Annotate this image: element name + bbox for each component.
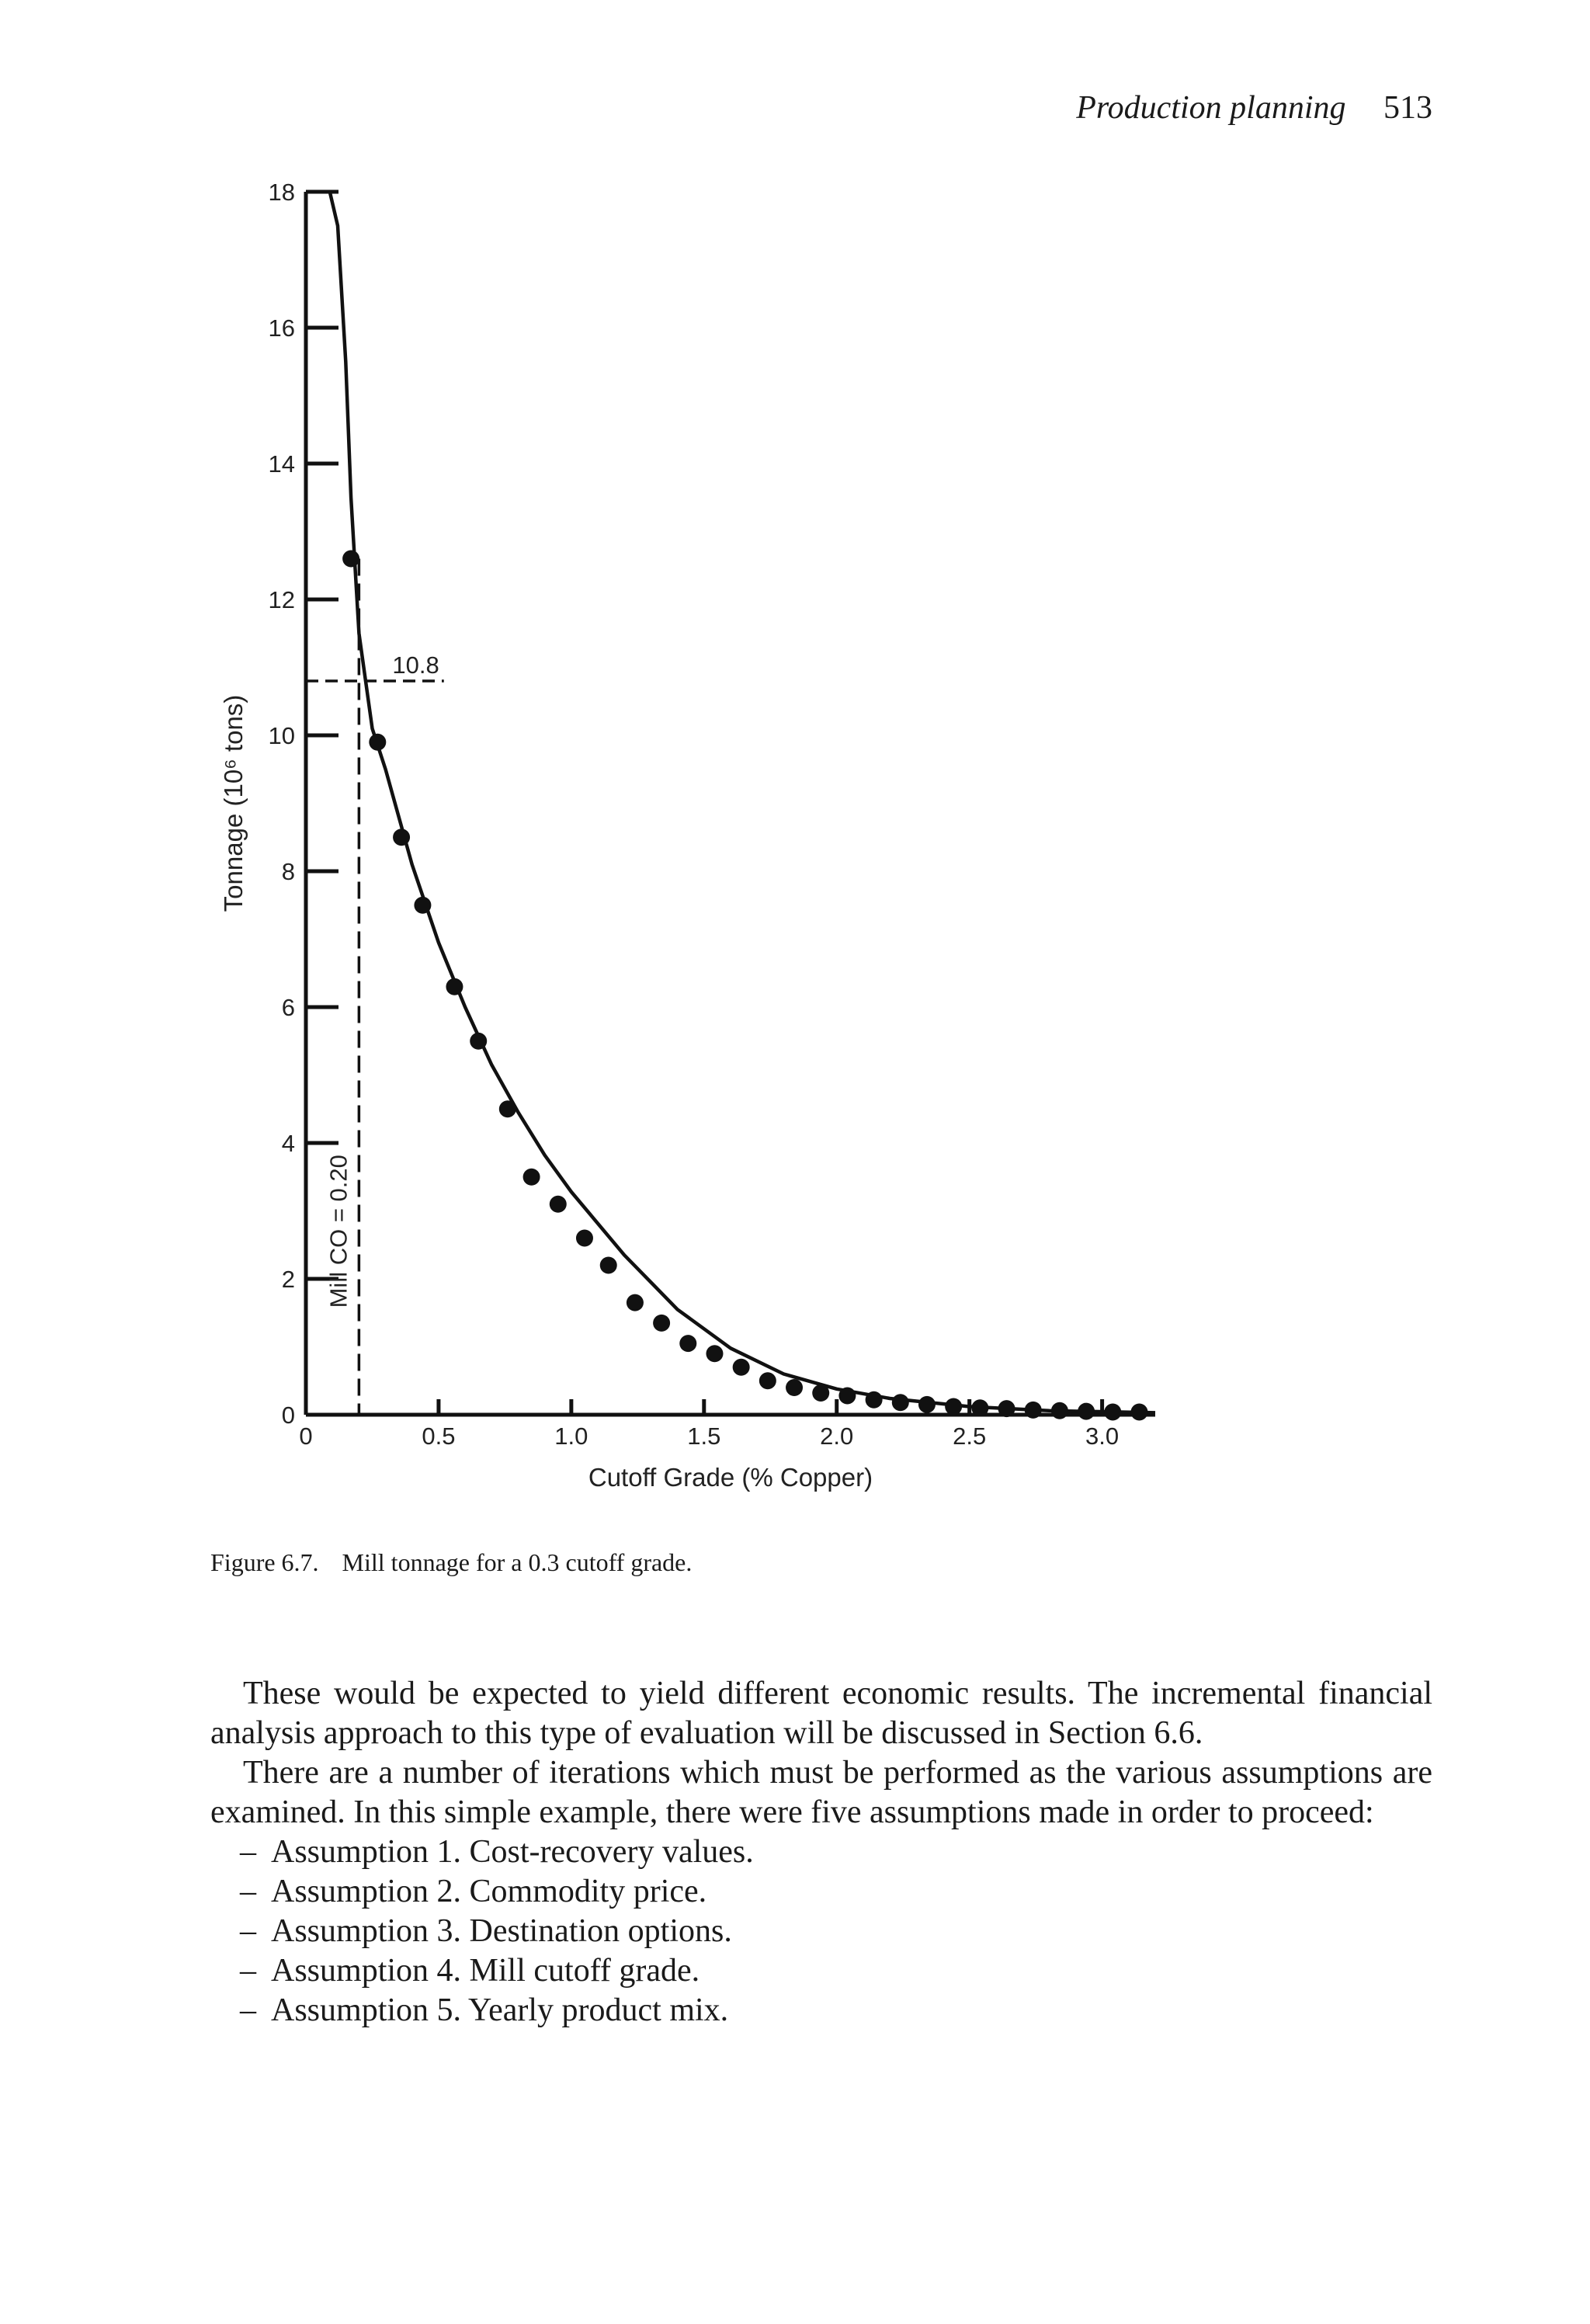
data-point: [653, 1315, 670, 1332]
y-tick-label: 10: [268, 722, 295, 749]
list-dash: –: [240, 1874, 256, 1909]
data-point: [759, 1372, 776, 1389]
list-item: [240, 1872, 1432, 1912]
data-point: [600, 1257, 617, 1274]
data-point: [918, 1396, 936, 1413]
data-point: [971, 1399, 988, 1416]
data-point: [786, 1379, 803, 1396]
list-item-text: Assumption 4. Mill cutoff grade.: [271, 1953, 700, 1989]
y-tick-label: 8: [281, 858, 295, 885]
y-axis-title: Tonnage (10⁶ tons): [219, 694, 248, 912]
chart-axes: [306, 192, 1155, 1415]
list-dash: –: [240, 1913, 256, 1949]
figure-caption: [210, 1548, 692, 1577]
fitted-curve: [314, 192, 1155, 1412]
data-point: [576, 1230, 593, 1247]
x-tick-label: 3.0: [1085, 1423, 1120, 1450]
figure-caption-label: Figure 6.7.: [210, 1548, 319, 1576]
data-point: [550, 1196, 567, 1213]
data-point: [523, 1169, 540, 1186]
x-tick-label: 2.5: [953, 1423, 987, 1450]
data-point: [1130, 1404, 1147, 1421]
figure-caption-text: Mill tonnage for a 0.3 cutoff grade.: [342, 1548, 693, 1576]
page-number: 513: [1383, 90, 1432, 126]
list-item-text: Assumption 1. Cost-recovery values.: [271, 1834, 754, 1870]
data-point: [866, 1391, 883, 1409]
data-point: [414, 897, 431, 914]
list-item-text: Assumption 3. Destination options.: [271, 1913, 732, 1949]
data-point: [1078, 1403, 1095, 1420]
data-points: [342, 551, 1147, 1421]
y-tick-label: 12: [268, 586, 295, 613]
assumption-list: [210, 1832, 1432, 2030]
data-point: [733, 1359, 750, 1376]
list-item: [240, 1991, 1432, 2030]
data-point: [470, 1033, 487, 1050]
data-point: [679, 1335, 696, 1352]
running-head-title: Production planning: [1076, 90, 1346, 126]
y-tick-label: 16: [268, 314, 295, 342]
data-point: [945, 1398, 962, 1416]
mill-cutoff-label: Mill CO = 0.20: [325, 1155, 352, 1308]
fitted-curve-group: [314, 192, 1155, 1412]
y-tick-label: 2: [281, 1266, 295, 1293]
x-tick-label: 1.5: [687, 1423, 721, 1450]
axis-labels: [219, 695, 873, 1492]
body-text: [210, 1674, 1432, 2030]
data-point: [446, 978, 463, 995]
data-point: [998, 1400, 1015, 1417]
data-point: [838, 1388, 856, 1405]
data-point: [627, 1294, 644, 1311]
x-tick-label: 2.0: [820, 1423, 854, 1450]
data-point: [499, 1100, 516, 1117]
data-point: [1025, 1402, 1042, 1419]
body-paragraph: These would be expected to yield different economic results. The incremental financial analysis approach to this type of evaluation will be discussed in Section 6.6.: [210, 1676, 1432, 1751]
data-point: [1051, 1402, 1068, 1419]
body-paragraph: There are a number of iterations which must be performed as the various assumptions are examined. In this simple example, there were five assumptions made in order to proceed:: [210, 1755, 1432, 1830]
y-tick-label: 18: [268, 179, 295, 206]
list-item: [240, 1912, 1432, 1951]
data-point: [812, 1384, 829, 1402]
x-axis-title: Cutoff Grade (% Copper): [588, 1463, 873, 1492]
y-tick-label: 0: [281, 1402, 295, 1429]
list-dash: –: [240, 1992, 256, 2028]
list-dash: –: [240, 1953, 256, 1989]
y-tick-label: 14: [268, 450, 295, 478]
reference-value-label: 10.8: [392, 651, 439, 679]
data-point: [393, 829, 410, 846]
list-item-text: Assumption 5. Yearly product mix.: [271, 1992, 729, 2028]
x-tick-label: 0.5: [422, 1423, 456, 1450]
list-item: [240, 1951, 1432, 1991]
chart-annotations: [306, 559, 444, 1416]
y-tick-label: 4: [281, 1130, 295, 1157]
list-item-text: Assumption 2. Commodity price.: [271, 1874, 707, 1909]
list-dash: –: [240, 1834, 256, 1870]
data-point: [369, 734, 386, 751]
data-point: [892, 1394, 909, 1411]
x-tick-label: 0: [299, 1423, 313, 1450]
x-tick-label: 1.0: [554, 1423, 588, 1450]
data-point: [342, 551, 359, 568]
data-point: [706, 1345, 723, 1362]
data-point: [1104, 1404, 1121, 1421]
y-tick-label: 6: [281, 994, 295, 1021]
list-item: [240, 1832, 1432, 1872]
